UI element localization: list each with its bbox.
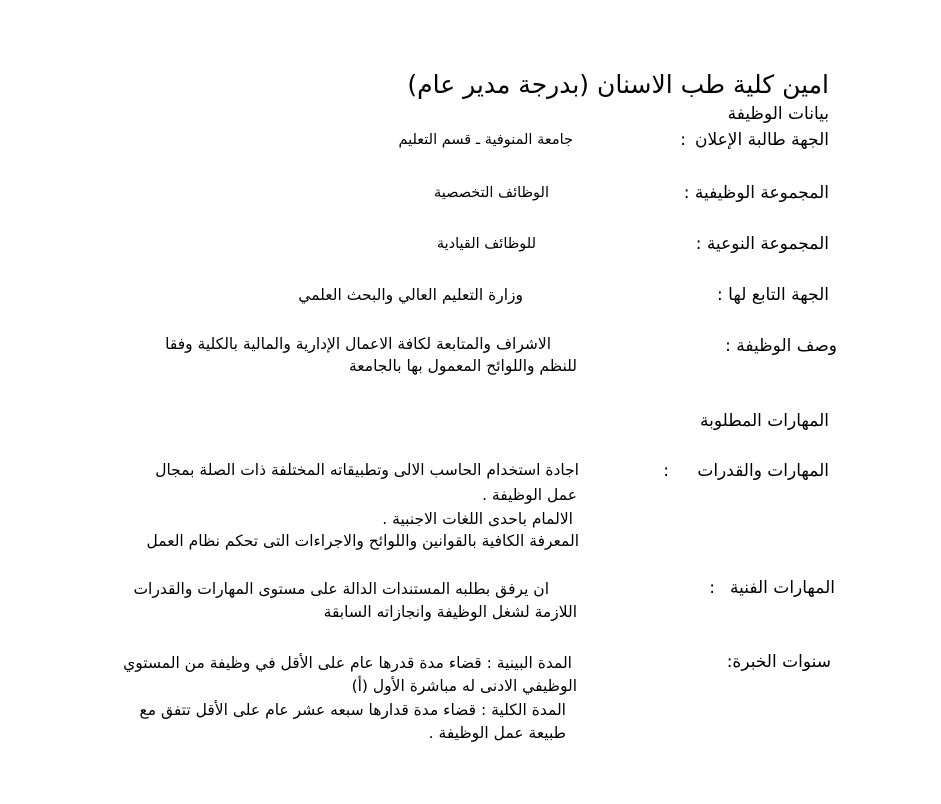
skills-colon: :: [663, 461, 669, 481]
experience-label: سنوات الخبرة:: [726, 652, 831, 672]
technical-label: المهارات الفنية: [730, 578, 835, 598]
description-line-2: للنظم واللوائح المعمول بها بالجامعة: [348, 357, 577, 375]
description-label: وصف الوظيفة :: [725, 336, 837, 356]
experience-line-2: الوظيفي الادنى له مباشرة الأول (أ): [351, 677, 577, 695]
authority-colon: :: [680, 130, 686, 150]
technical-line-2: اللازمة لشغل الوظيفة وانجازاته السابقة: [323, 603, 577, 621]
experience-line-1: المدة البينية : قضاء مدة قدرها عام على الأقل في وظيفة من المستوي: [123, 654, 572, 672]
qualitative-label: المجموعة النوعية :: [695, 234, 829, 254]
authority-label: الجهة طالبة الإعلان: [695, 130, 829, 150]
experience-line-3: المدة الكلية : قضاء مدة قدارها سبعه عشر عام على الأقل تتفق مع: [139, 701, 566, 719]
authority-value: جامعة المنوفية ـ قسم التعليم: [398, 132, 573, 148]
group-label: المجموعة الوظيفية :: [683, 183, 829, 203]
skills-line-1: اجادة استخدام الحاسب الالى وتطبيقاته المختلفة ذات الصلة بمجال: [155, 461, 579, 479]
skills-line-4: المعرفة الكافية بالقوانين واللوائح والاجراءات التى تحكم نظام العمل: [146, 532, 579, 550]
skills-line-2: عمل الوظيفة .: [482, 486, 577, 504]
section-subtitle: بيانات الوظيفة: [727, 104, 829, 124]
skills-heading: المهارات المطلوبة: [699, 411, 829, 431]
skills-label: المهارات والقدرات: [697, 461, 829, 481]
affiliated-value: وزارة التعليم العالي والبحث العلمي: [298, 286, 523, 304]
skills-line-3: الالمام باحدى اللغات الاجنبية .: [382, 510, 573, 528]
technical-colon: :: [709, 578, 715, 598]
technical-line-1: ان يرفق بطلبه المستندات الدالة على مستوى المهارات والقدرات: [133, 580, 549, 598]
description-line-1: الاشراف والمتابعة لكافة الاعمال الإدارية والمالية بالكلية وفقا: [165, 335, 551, 353]
qualitative-value: للوظائف القيادية: [436, 236, 536, 252]
experience-line-4: طبيعة عمل الوظيفة .: [428, 724, 566, 742]
group-value: الوظائف التخصصية: [433, 185, 549, 201]
affiliated-label: الجهة التابع لها :: [717, 285, 829, 305]
page-title: امين كلية طب الاسنان (بدرجة مدير عام): [407, 70, 829, 99]
